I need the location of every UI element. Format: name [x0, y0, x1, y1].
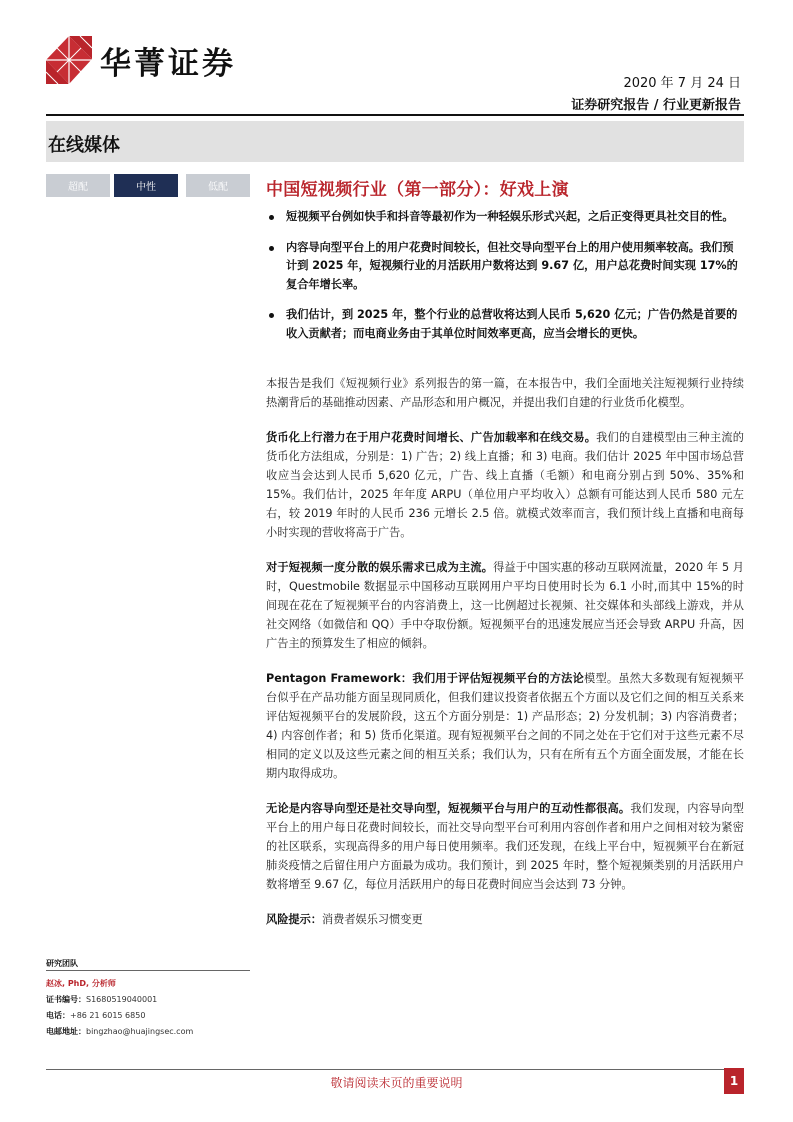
key-point: 内容导向型平台上的用户花费时间较长，但社交导向型平台上的用户使用频率较高。我们预计到 2025 年，短视频行业的月活跃用户数将达到 9.67 亿，用户总花费时间实现 17%的复合年增长率。 [266, 239, 744, 295]
paragraph-lead: 对于短视频一度分散的娱乐需求已成为主流。 [266, 561, 494, 574]
cert-value: S1680519040001 [86, 995, 158, 1004]
paragraph-text: 模型。虽然大多数现有短视频平台似乎在产品功能方面呈现同质化，但我们建议投资者依据五个方面以及它们之间的相互关系来评估短视频平台的发展阶段，这五个方面分别是：1) 产品形态；2) 分发机制；3) 内容消费者；4) 内容创作者；和 5) 货币化渠道。现有短视频平台之间的不同之处在于它们对于这些元素不尽相同的定义以及这些元素之间的相互关系；我们认为，只有在所有五个方面全面发展，才能在长期内取得成功。 [266, 672, 744, 780]
key-points-list [266, 208, 744, 355]
risk-warning [266, 910, 744, 929]
report-type: 证券研究报告 / 行业更新报告 [571, 98, 741, 113]
analyst-name: 赵冰, PhD, 分析师 [46, 979, 116, 988]
rating-overweight: 超配 [46, 174, 110, 197]
paragraph-lead: Pentagon Framework：我们用于评估短视频平台的方法论 [266, 672, 585, 685]
analyst-cert [46, 994, 157, 1005]
page-number: 1 [724, 1068, 744, 1094]
paragraph [266, 428, 744, 542]
risk-text: 消费者娱乐习惯变更 [321, 913, 423, 926]
risk-label: 风险提示： [266, 913, 322, 926]
paragraph-lead: 无论是内容导向型还是社交导向型，短视频平台与用户的互动性都很高。 [266, 802, 631, 815]
paragraph-text: 我们的自建模型由三种主流的货币化方法组成，分别是：1) 广告；2) 线上直播；和 3) 电商。我们估计 2025 年中国市场总营收应当会达到人民币 5,620 亿元，广告、线上直播（毛额）和电商分别占到 50%、35%和 15%。我们估计，2025 年年度 ARPU（单位用户平均收入）总额有可能达到人民币 580 元左右，较 2019 年时的人民币 236 元增长 2.5 倍。就模式效率而言，我们预计线上直播和电商每小时实现的营收将高于广告。 [266, 431, 744, 539]
paragraph [266, 799, 744, 894]
analyst-email [46, 1026, 193, 1037]
team-divider [46, 970, 250, 971]
rating-neutral-selected: 中性 [114, 174, 178, 197]
footer-divider [46, 1069, 744, 1070]
cert-label: 证书编号： [46, 995, 86, 1004]
report-body [266, 374, 744, 945]
paragraph [266, 669, 744, 783]
phone-value: +86 21 6015 6850 [70, 1011, 146, 1020]
brand-name: 华菁证券 [100, 46, 236, 82]
paragraph-lead: 货币化上行潜力在于用户花费时间增长、广告加载率和在线交易。 [266, 431, 597, 444]
sector-band [46, 121, 744, 162]
report-date: 2020 年 7 月 24 日 [623, 76, 741, 91]
paragraph-text: 得益于中国实惠的移动互联网流量，2020 年 5 月时，Questmobile 数据显示中国移动互联网用户平均日使用时长为 6.1 小时,而其中 15%的时间现在花在了短视频平台的内容消费上，这一比例超过长视频、社交媒体和头部线上游戏，并从社交网络（如微信和 QQ）手中夺取份额。短视频平台的迅速发展应当还会导致 ARPU 升高，因广告主的预算发生了相应的倾斜。 [266, 561, 744, 650]
phone-label: 电话： [46, 1011, 70, 1020]
footer-disclaimer-note[interactable]: 敬请阅读末页的重要说明 [330, 1076, 463, 1090]
rating-underweight: 低配 [186, 174, 250, 197]
paragraph-text: 我们发现，内容导向型平台上的用户每日花费时间较长，而社交导向型平台可利用内容创作者和用户之间相对较为紧密的社区联系，实现高得多的用户每日使用频率。我们还发现，在线上平台中，短视频平台在新冠肺炎疫情之后留住用户方面最为成功。我们预计，到 2025 年时，整个短视频类别的月活跃用户数将增至 9.67 亿，每位月活跃用户的每日花费时间应当会达到 73 分钟。 [266, 802, 744, 891]
header-divider [46, 114, 744, 116]
sector-title: 在线媒体 [48, 135, 120, 156]
paragraph-text: 本报告是我们《短视频行业》系列报告的第一篇，在本报告中，我们全面地关注短视频行业持续热潮背后的基础推动因素、产品形态和用户概况，并提出我们自建的行业货币化模型。 [266, 377, 744, 409]
logo-icon [46, 36, 92, 84]
paragraph [266, 558, 744, 653]
paragraph [266, 374, 744, 412]
team-title: 研究团队 [46, 959, 78, 968]
key-point: 我们估计，到 2025 年，整个行业的总营收将达到人民币 5,620 亿元；广告仍然是首要的收入贡献者；而电商业务由于其单位时间效率更高，应当会增长的更快。 [266, 306, 744, 343]
analyst-phone [46, 1010, 145, 1021]
key-point: 短视频平台例如快手和抖音等最初作为一种轻娱乐形式兴起，之后正变得更具社交目的性。 [266, 208, 744, 227]
report-title: 中国短视频行业（第一部分）：好戏上演 [266, 180, 569, 200]
email-link[interactable]: bingzhao@huajingsec.com [86, 1027, 194, 1036]
email-label: 电邮地址： [46, 1027, 86, 1036]
